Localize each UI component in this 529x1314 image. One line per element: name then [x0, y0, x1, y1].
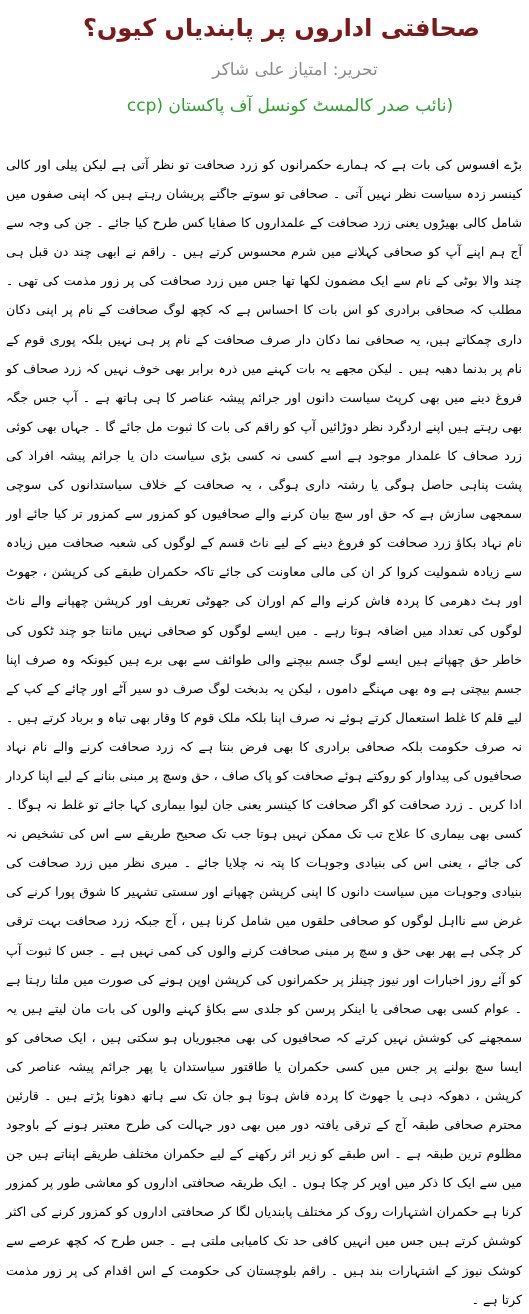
- article-byline: تحریر: امتیاز علی شاکر: [212, 60, 378, 80]
- article-title: صحافتی اداروں پر پابندیاں کیوں؟: [82, 14, 480, 42]
- article-body: بڑے افسوس کی بات ہے کہ ہمارے حکمرانوں کو زرد صحافت تو نظر آتی ہے لیکن پیلی اور کالی کینسر زدہ سیاست نظر نہیں آتی ۔ صحافی تو سوتے جاگتے پریشان رہتے ہیں کہ اپنی صفوں میں شامل کالی بھیڑوں یعنی زرد صحافت کے علمداروں کا صفایا کس طرح کیا جائے ۔ جن کی وجہ سے آج ہم اپنے آپ کو صحافی کہلانے میں شرم محسوس کرتے ہیں ۔ راقم نے ابھی چند دن قبل ہی چند والا بوٹی کے نام سے ایک مضمون لکھا تھا جس میں زرد صحافت کی پر زور مذمت کی تھی ۔ مطلب کہ صحافی برادری کو اس بات کا احساس ہے کہ کچھ لوگ صحافت کے نام پر اپنی دکان داری چمکاتے ہیں، یہ صحافی نما دکان دار صرف صحافت کے نام پر ہی نہیں بلکہ پوری قوم کے نام پر بدنما دھبہ ہیں ۔ لیکن مجھے یہ بات کہنے میں ذرہ برابر بھی خوف نہیں کہ زرد صحاف کو فروغ دینے میں بھی کرپٹ سیاست دانوں اور جرائم پیشہ عناصر کا ہی ہاتھ ہے ۔ آپ جس جگہ بھی رہتے ہیں اپنے اردگرد نظر دوڑائیں آپ کو راقم کی بات کا ثبوت مل جائے گا ۔ جہاں بھی کوئی زرد صحاف کا علمدار موجود ہے اسے کسی نہ کسی بڑی سیاست دان یا جرائم پیشہ افراد کی پشت پناہی حاصل ہوگی یا رشتہ داری ہوگی ، یہ صحافت کے خلاف سیاستدانوں کی سوچی سمجھی سازش ہے کہ حق اور سچ بیان کرنے والے صحافیوں کو کمزور سے کمزور تر کیا جائے اور نام نہاد بکاؤ زرد صحافت کو فروغ دینے کے لیے ناٹ قسم کے لوگوں کی شعبہ صحافت میں زیادہ سے زیادہ شمولیت کروا کر ان کی مالی معاونت کی جائے تاکہ حکمران طبقے کی کرپشن ، جھوٹ اور ہٹ دھرمی کا پردہ فاش کرنے والے کم اوران کی جھوٹی تعریف اور کرپشن چھپانے والے ناٹ لوگوں کی تعداد میں اضافہ ہوتا رہے ۔ میں ایسے لوگوں کو صحافی نہیں مانتا جو چند ٹکوں کی خاطر حق چھپاتے ہیں ایسے لوگ جسم بیچنے والی طوائف سے بھی برے ہیں کیونکہ وہ صرف اپنا جسم بیچتی ہے وہ بھی مہنگے داموں ، لیکن یہ بدبخت لوگ صرف دو سیر آٹے اور چائے کے کپ کے لیے قلم کا غلط استعمال کرتے ہوئے نہ صرف اپنا بلکہ ملک قوم کا وقار بھی تباہ و برباد کرتے ہیں ۔ نہ صرف حکومت بلکہ صحافی برادری کا بھی فرض بنتا ہے کہ زرد صحافت کرنے والے نام نہاد صحافیوں کی پیداوار کو روکتے ہوئے صحافت کو پاک صاف ، حق وسچ پر مبنی بنانے کے لیے اپنا کردار ادا کریں ۔ زرد صحافت کو اگر صحافت کا کینسر یعنی جان لیوا بیماری کہا جائے تو غلط نہ ہوگا ۔ کسی بھی بیماری کا علاج تب تک ممکن نہیں ہوتا جب تک صحیح طریقے سے اس کی تشخیص نہ کی جائے ، یعنی اس کی بنیادی وجوہات کا پتہ نہ چلایا جائے ۔ میری نظر میں زرد صحافت کی بنیادی وجوہات میں سیاست دانوں کا اپنی کرپشن چھپانے اور سستی تشہیر کا شوق پورا کرنے کی غرض سے نااہل لوگوں کو صحافی حلقوں میں شامل کرنا ہیں ، آج جبکہ زرد صحافت بہت ترقی کر چکی ہے پھر بھی حق و سچ پر مبنی صحافت کرنے والوں کی کمی نہیں ہے ۔ جس کا ثبوت آپ کو آئے روز اخبارات اور نیوز چینلز پر حکمرانوں کی کرپشن اوپن ہونے کی صورت میں ملتا رہتا ہے ۔ عوام کسی بھی صحافی یا اینکر پرسن کو جلدی سے بکاؤ کہنے والوں کی بات مان لیتے ہیں یہ سمجھنے کی کوشش نہیں کرتے کہ صحافیوں کی بھی مجبوریاں ہو سکتی ہیں ، ایک صحافی کو ایسا سچ بولنے پر جس میں کسی حکمران یا طاقتور سیاستدان یا پھر جرائم پیشہ عناصر کی کرپشن ، دھوکہ دہی یا جھوٹ کا پردہ فاش ہوتا ہو جان تک سے ہاتھ دھونا پڑتے ہیں ۔ قارئین محترم صحافی طبقہ آج کے ترقی یافتہ دور میں بھی دور جہالت کی طرح معتبر ہونے کے باوجود مظلوم ترین طبقہ ہے ۔ اس طبقے کو زیر اثر رکھنے کے لیے حکمران مختلف طریقے اپناتے ہیں جن میں سے ایک کا ذکر میں اوپر کر چکا ہوں ۔ ایک طریقہ صحافتی اداروں کو معاشی طور پر کمزور کرنا ہے حکمران اشتہارات روک کر مختلف پابندیاں لگا کر صحافتی اداروں کو کمزور کرنے کی اکثر کوشش کرتے ہیں جس میں انہیں کافی حد تک کامیابی ملتی ہے ۔ جس طرح کہ کچھ عرصے سے کوشک نیوز کے اشتہارات بند ہیں ۔ راقم بلوچستان کی حکومت کے اس اقدام کی پر زور مذمت کرتا ہے ۔: [6, 157, 522, 1307]
- author-role: (نائب صدر کالمسٹ کونسل آف پاکستان (ccp: [126, 96, 454, 116]
